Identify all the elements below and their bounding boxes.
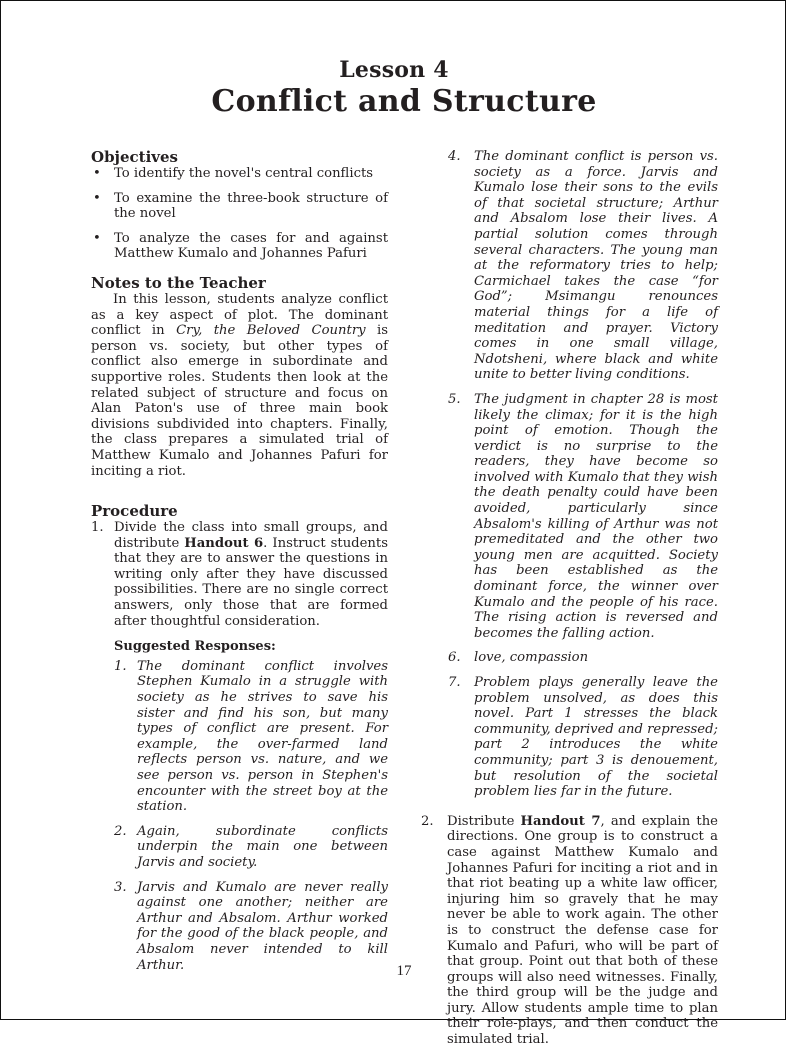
- objective-item: • To analyze the cases for and against Matthew Kumalo and Johannes Pafuri: [93, 230, 388, 262]
- response-item: 2. Again, subordinate conflicts underpin the main one between Jarvis and society.: [114, 823, 388, 870]
- response-item: 4. The dominant conflict is person vs. society as a force. Jarvis and Kumalo lose their sons to the evils of that societal structure; Arthur and Absalom lose their lives. A partial solution comes through several characters. The young man at the reformatory tries to help; Carmichael takes the case “for God”; Msimangu renounces material things for a life of meditation and prayer. Victory comes in one small village, Ndotsheni, where black and white unite to better living conditions.: [448, 149, 718, 383]
- handout-6-reference: Handout 6: [184, 535, 264, 551]
- response-item: 1. The dominant conflict involves Stephen Kumalo in a struggle with society as he strives to save his sister and find his son, but many types of conflict are present. For example, the over-farmed land reflects person vs. nature, and we see person vs. person in Stephen's encounter with the street boy at the station.: [114, 658, 388, 815]
- bullet-icon: •: [93, 230, 101, 246]
- procedure-step-1: 1. Divide the class into small groups, and distribute Handout 6. Instruct students that they are to answer the questions in writing only after they have discussed possibilities. There are no single correct answers, only those that are formed after thoughtful consideration.: [91, 520, 388, 629]
- right-column: [421, 149, 718, 1048]
- notes-paragraph: In this lesson, students analyze conflict as a key aspect of plot. The dominant conflict in Cry, the Beloved Country is person vs. society, but other types of conflict also emerge in subordinate and supportive roles. Students then look at the related subject of structure and focus on Alan Paton's use of three main book divisions subdivided into chapters. Finally, the class prepares a simulated trial of Matthew Kumalo and Johannes Pafuri for inciting a riot.: [91, 291, 388, 479]
- handout-7-reference: Handout 7: [520, 813, 601, 829]
- left-column: [91, 149, 388, 982]
- page-number: 17: [396, 963, 412, 979]
- response-item: 5. The judgment in chapter 28 is most likely the climax; for it is the high point of emotion. Though the verdict is no surprise to the readers, they have become so involved with Kumalo that they wish the death penalty could have been avoided, particularly since Absalom's killing of Arthur was not premeditated and the other two young men are acquitted. Society has been established as the dominant force, the winner over Kumalo and the people of his race. The rising action is reversed and becomes the falling action.: [448, 391, 718, 641]
- step-number: 2.: [421, 813, 434, 829]
- objectives-list: [91, 166, 388, 262]
- response-item: 6. love, compassion: [448, 650, 589, 666]
- objective-item: • To examine the three-book structure of the novel: [93, 190, 388, 222]
- procedure-step-2: 2. Distribute Handout 7, and explain the directions. One group is to construct a case against Matthew Kumalo and Johannes Pafuri for inciting a riot and in that riot beating up a white law officer, injuring him so gravely that he may never be able to work again. The other is to construct the defense case for Kumalo and Pafuri, who will be part of that group. Point out that both of these groups will also need witnesses. Finally, the third group will be the judge and jury. Allow students ample time to plan their role-plays, and then conduct the simulated trial.: [421, 813, 718, 1048]
- notes-heading: Notes to the Teacher: [91, 273, 266, 292]
- procedure-heading: Procedure: [91, 502, 178, 521]
- suggested-responses-heading: Suggested Responses:: [114, 639, 276, 655]
- response-item: 3. Jarvis and Kumalo are never really against one another; neither are Arthur and Absalom. Arthur worked for the good of the black people, and Absalom never intended to kill Arthur.: [114, 879, 388, 973]
- bullet-icon: •: [93, 190, 101, 206]
- book-title: Cry, the Beloved Country: [176, 323, 366, 339]
- response-item: 7. Problem plays generally leave the problem unsolved, as does this novel. Part 1 stresses the black community, deprived and repressed; part 2 introduces the white community; part 3 is denouement, but resolution of the societal problem lies far in the future.: [448, 675, 718, 800]
- step-number: 1.: [91, 520, 104, 536]
- bullet-icon: •: [93, 166, 101, 181]
- objectives-heading: Objectives: [91, 148, 178, 166]
- objective-item: • To identify the novel's central conflicts: [93, 166, 374, 181]
- lesson-number: Lesson 4: [339, 57, 449, 83]
- lesson-title: Conflict and Structure: [211, 84, 597, 119]
